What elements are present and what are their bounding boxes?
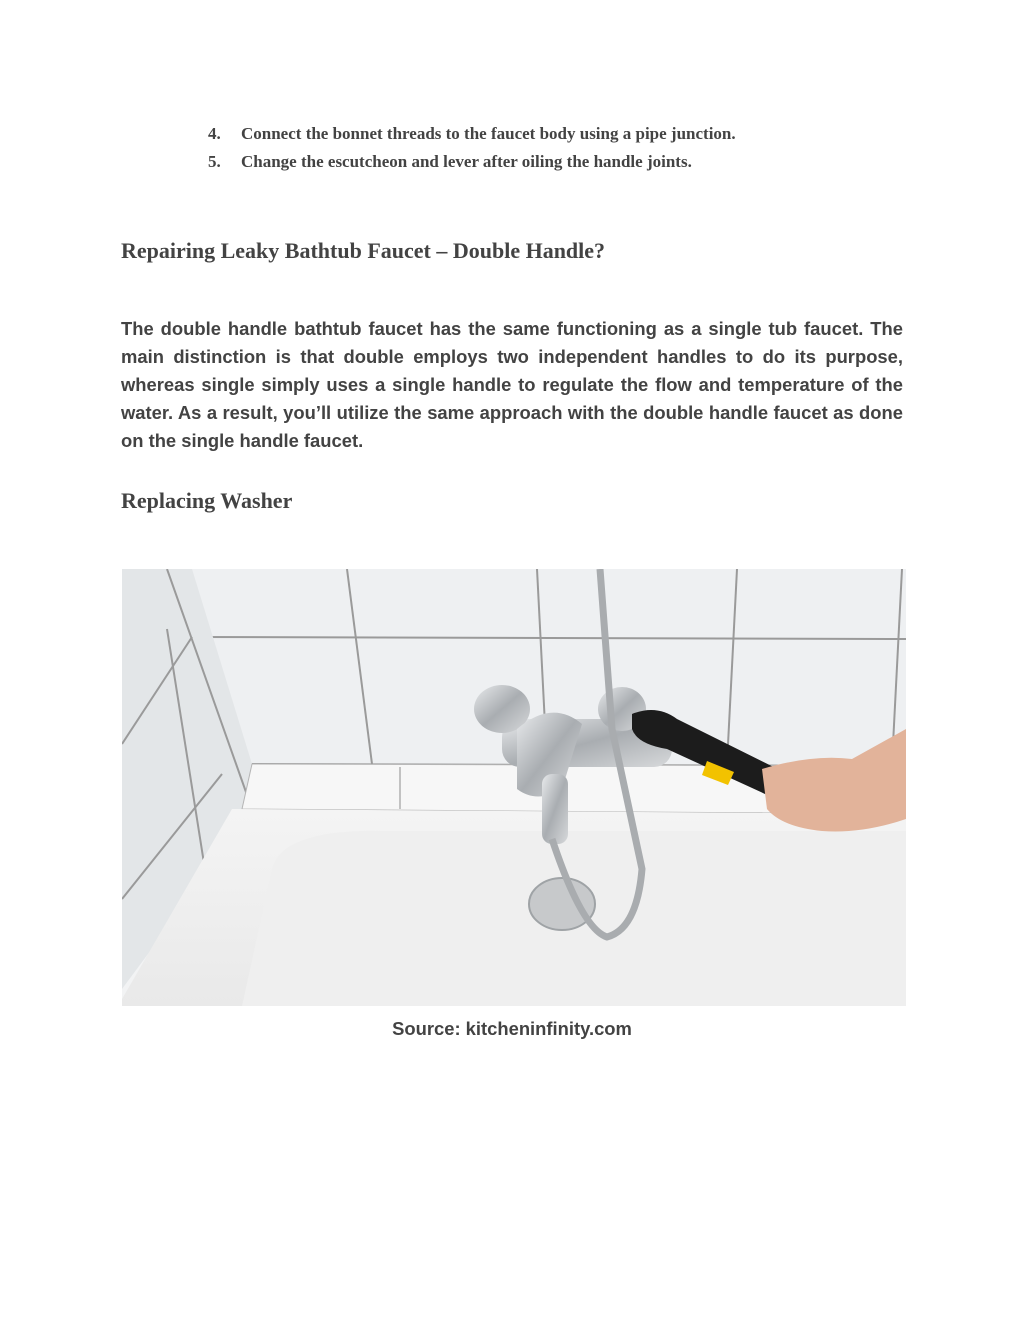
numbered-steps-list — [208, 120, 736, 176]
list-item — [208, 148, 736, 176]
list-item — [208, 120, 736, 148]
step-number: 4. — [208, 124, 221, 143]
replacing-washer-heading: Replacing Washer — [121, 488, 293, 513]
step-number: 5. — [208, 152, 221, 171]
step-text: Change the escutcheon and lever after oiling the handle joints. — [241, 152, 692, 171]
bathtub-faucet-photo — [122, 569, 906, 1006]
double-handle-paragraph: The double handle bathtub faucet has the same functioning as a single tub faucet. The main distinction is that double employs two independent handles to do its purpose, whereas single simply uses a single handle to regulate the flow and temperature of the water. As a result, you’ll utilize the same approach with the double handle faucet as done on the single handle faucet. — [121, 318, 903, 451]
figure-caption: Source: kitcheninfinity.com — [392, 1018, 632, 1039]
double-handle-heading: Repairing Leaky Bathtub Faucet – Double Handle? — [121, 238, 606, 263]
step-text: Connect the bonnet threads to the faucet body using a pipe junction. — [241, 124, 736, 143]
